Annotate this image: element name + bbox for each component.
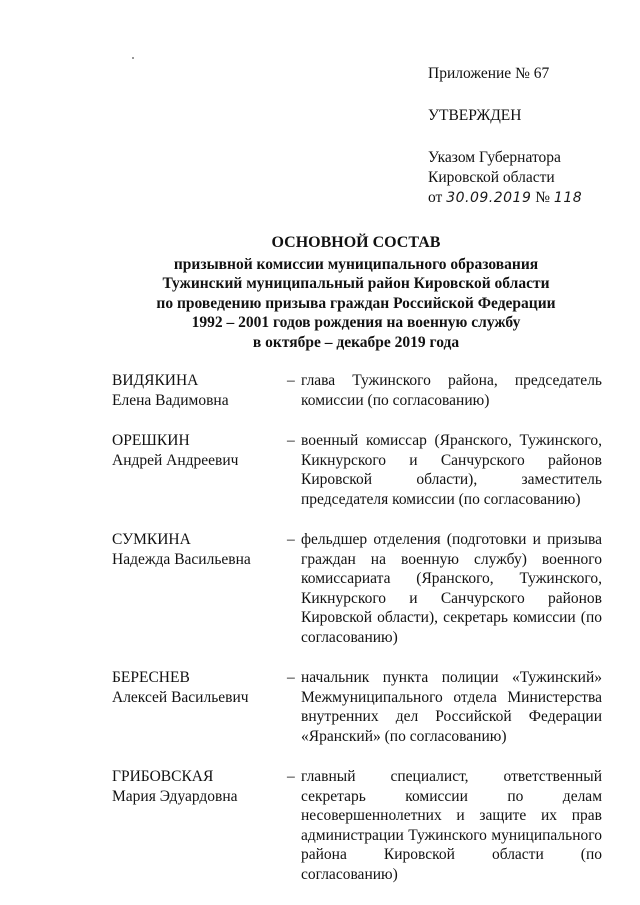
member-name — [112, 530, 287, 647]
title-line: в октябре – декабре 2019 года — [252, 333, 460, 351]
decree-date-line — [428, 188, 628, 208]
member-dash: – — [287, 531, 295, 548]
member-name — [112, 668, 287, 746]
member-surname: БЕРЕСНЕВ — [112, 669, 190, 686]
member-surname: ОРЕШКИН — [112, 432, 190, 449]
member-dash: – — [287, 432, 295, 449]
title-main: ОСНОВНОЙ СОСТАВ — [271, 234, 441, 251]
member-role: глава Тужинского района, председатель комиссии (по согласованию) — [301, 372, 602, 409]
handwritten-number: 118 — [553, 190, 583, 206]
approval-block — [428, 64, 628, 208]
member-surname: СУМКИНА — [112, 531, 191, 548]
member-given-name: Андрей Андреевич — [112, 451, 239, 469]
member-row — [112, 431, 602, 509]
member-row — [112, 767, 602, 884]
member-name — [112, 767, 287, 884]
decree-line-2: Кировской области — [428, 169, 555, 186]
member-name — [112, 371, 287, 410]
member-given-name: Алексей Васильевич — [112, 688, 249, 706]
member-given-name: Елена Вадимовна — [112, 391, 229, 409]
document-title — [110, 233, 602, 353]
from-label: от — [428, 189, 443, 206]
member-row — [112, 668, 602, 746]
member-role: фельдшер отделения (подготовки и призыва граждан на военную службу) военного комиссариата (Яранского, Тужинского, Кикнурского и Санчурского районов Кировской области), секретарь комиссии (по согласованию) — [301, 531, 602, 646]
approved-stamp-text: УТВЕРЖДЕН — [428, 107, 522, 124]
member-row — [112, 530, 602, 647]
member-name — [112, 431, 287, 509]
scan-speck — [132, 57, 134, 59]
annex-number: Приложение № 67 — [428, 65, 550, 82]
decree-line-1: Указом Губернатора — [428, 149, 561, 166]
member-surname: ГРИБОВСКАЯ — [112, 768, 214, 785]
title-line: призывной комиссии муниципального образования — [173, 255, 539, 273]
title-line: по проведению призыва граждан Российской Федерации — [156, 294, 556, 312]
title-line: 1992 – 2001 годов рождения на военную службу — [191, 314, 521, 332]
member-row — [112, 371, 602, 410]
member-role: начальник пункта полиции «Тужинский» Межмуниципального отдела Министерства внутренних дел Российской Федерации «Яранский» (по согласованию) — [301, 669, 602, 745]
member-role: главный специалист, ответственный секретарь комиссии по делам несовершеннолетних и защите их прав администрации Тужинского муниципального района Кировской области (по согласованию) — [301, 768, 602, 883]
number-label: № — [535, 189, 551, 206]
commission-members-list — [112, 371, 602, 905]
member-dash: – — [287, 669, 295, 686]
member-surname: ВИДЯКИНА — [112, 372, 199, 389]
member-given-name: Мария Эдуардовна — [112, 787, 238, 805]
member-dash: – — [287, 372, 295, 389]
handwritten-date: 30.09.2019 — [446, 190, 532, 206]
title-line: Тужинский муниципальный район Кировской области — [162, 275, 550, 293]
member-dash: – — [287, 768, 295, 785]
member-given-name: Надежда Васильевна — [112, 550, 251, 568]
member-role: военный комиссар (Яранского, Тужинского, Кикнурского и Санчурского районов Кировской области), заместитель председателя комиссии (по согласованию) — [301, 432, 602, 508]
